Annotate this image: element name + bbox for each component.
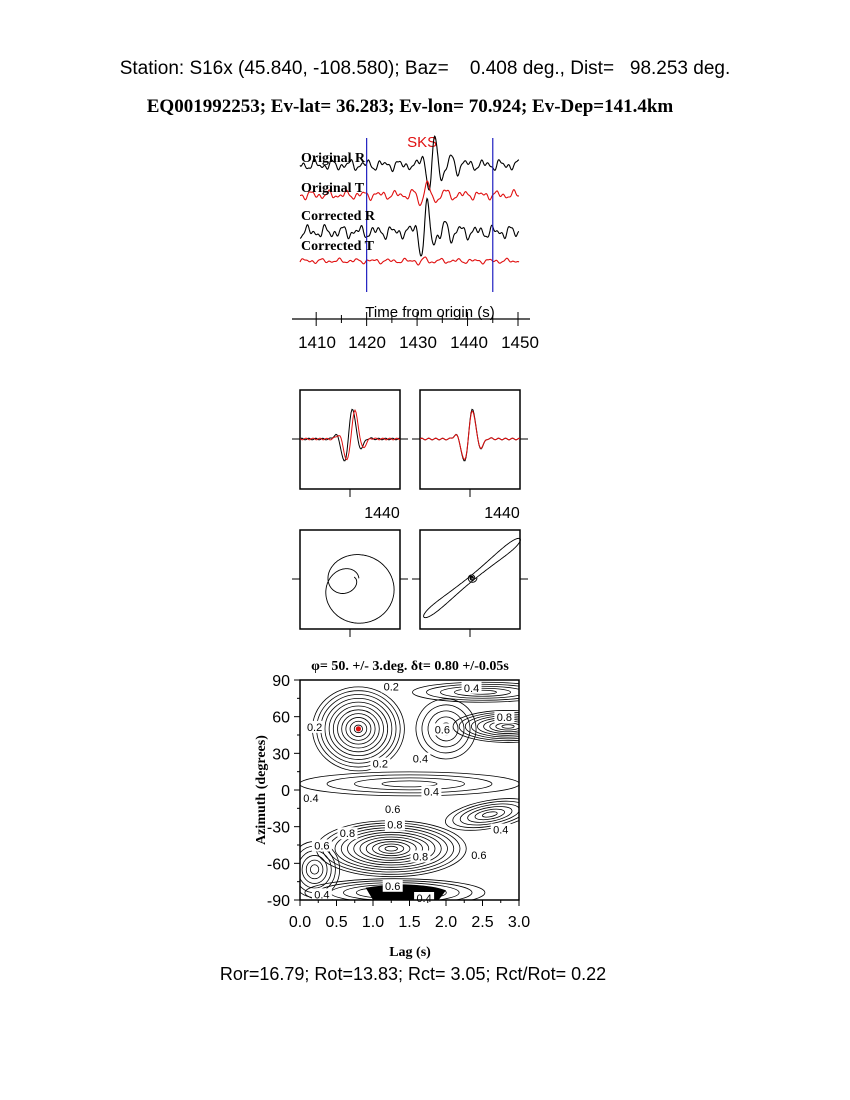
seismogram-panel — [292, 134, 539, 352]
time-tick-1420: 1420 — [348, 333, 386, 352]
contour-lower-basin — [379, 844, 404, 853]
contour-right-band — [451, 796, 529, 832]
contour-lower-basin — [366, 839, 416, 858]
x-tick-label: 0.5 — [325, 914, 348, 931]
trace-label-original-r: Original R — [301, 151, 366, 166]
contour-left-lobe — [298, 851, 331, 888]
contour-left-lobe — [310, 865, 318, 874]
contour-level-label: 0.4 — [416, 893, 432, 905]
contour-level-label: 0.4 — [412, 753, 429, 766]
contour-level-label: 0.4 — [314, 889, 330, 902]
trace-corrected-t — [300, 257, 519, 265]
contour-level-label: 0.8 — [387, 819, 403, 832]
contour-ylabel: Azimuth (degrees) — [254, 735, 269, 845]
contour-zero-band — [300, 772, 520, 796]
y-tick-label: -30 — [266, 819, 290, 837]
contour-level-label: 0.8 — [496, 712, 513, 725]
contour-upper-right-basin — [502, 725, 514, 729]
contour-level-label: 0.4 — [423, 786, 440, 799]
y-tick-label: -90 — [266, 893, 290, 910]
panel-frame — [420, 390, 520, 489]
waveform-tick-label-right: 1440 — [484, 505, 520, 522]
contour-level-label: 0.6 — [385, 880, 401, 893]
waveform-transverse — [420, 411, 520, 459]
phase-label: SKS — [407, 134, 438, 151]
x-tick-label: 1.0 — [361, 914, 385, 931]
particle-motion-elliptical — [326, 555, 394, 624]
contour-right-band — [482, 811, 498, 818]
contour-left-lobe — [302, 855, 327, 883]
contour-xlabel: Lag (s) — [389, 945, 431, 960]
contour-left-lobe — [306, 860, 323, 879]
x-tick-label: 2.0 — [434, 914, 458, 931]
x-tick-label: 3.0 — [507, 914, 531, 931]
contour-level-label: 0.2 — [372, 758, 388, 771]
contour-right-band — [459, 800, 521, 829]
x-tick-label: 1.5 — [398, 914, 421, 931]
particle-motion-original — [292, 530, 408, 637]
event-info: EQ001992253; Ev-lat= 36.283; Ev-lon= 70.924; Ev-Dep=141.4km — [146, 96, 674, 117]
trace-label-corrected-t: Corrected T — [301, 239, 374, 254]
waveform-panel-corrected — [412, 390, 528, 497]
particle-motion-corrected — [412, 530, 528, 637]
contour-zero-band — [355, 778, 465, 790]
contour-title: φ= 50. +/- 3.deg. δt= 0.80 +/-0.05s — [311, 659, 509, 674]
contour-level-label: 0.4 — [493, 824, 509, 837]
contour-level-label: 0.2 — [306, 721, 323, 734]
contour-right-band — [466, 804, 513, 826]
contour-level-label: 0.6 — [471, 850, 487, 863]
contour-level-label: 0.6 — [434, 724, 450, 737]
contour-right-band — [474, 807, 505, 821]
best-fit-marker — [356, 726, 361, 731]
y-tick-label: -60 — [266, 856, 290, 874]
y-tick-label: 60 — [272, 709, 290, 727]
time-axis-label: Time from origin (s) — [365, 304, 495, 321]
contour-level-label: 0.8 — [412, 851, 429, 864]
y-tick-label: 30 — [272, 746, 290, 764]
ratio-summary: Ror=16.79; Rot=13.83; Rct= 3.05; Rct/Rot= 0.22 — [219, 964, 607, 984]
particle-motion-linear — [424, 538, 521, 617]
time-tick-1440: 1440 — [450, 333, 488, 352]
contour-lower-basin — [385, 846, 398, 851]
time-tick-1450: 1450 — [501, 333, 539, 352]
trace-label-corrected-r: Corrected R — [301, 209, 375, 224]
trace-label-original-t: Original T — [301, 181, 365, 196]
grid-search-contour-plot — [254, 659, 563, 960]
waveform-radial — [300, 409, 400, 460]
time-tick-1410: 1410 — [298, 333, 336, 352]
station-info: Station: S16x (45.840, -108.580); Baz= 0.408 deg., Dist= 98.253 deg. — [119, 58, 731, 79]
contour-level-label: 0.2 — [383, 681, 399, 694]
contour-top-band — [413, 682, 553, 702]
x-tick-label: 0.0 — [288, 914, 312, 931]
contour-level-label: 0.4 — [463, 682, 480, 695]
waveform-tick-label-left: 1440 — [364, 505, 400, 522]
x-tick-label: 2.5 — [471, 914, 494, 931]
y-tick-label: 90 — [272, 673, 290, 690]
panel-frame — [300, 530, 400, 629]
time-tick-1430: 1430 — [399, 333, 437, 352]
contour-level-label: 0.4 — [303, 792, 319, 805]
contour-level-label: 0.6 — [385, 803, 401, 816]
y-tick-label: 0 — [281, 783, 290, 800]
contour-level-label: 0.6 — [314, 840, 330, 853]
contour-level-label: 0.8 — [339, 828, 356, 841]
waveform-panel-original — [292, 390, 408, 497]
waveform-radial — [420, 409, 520, 460]
